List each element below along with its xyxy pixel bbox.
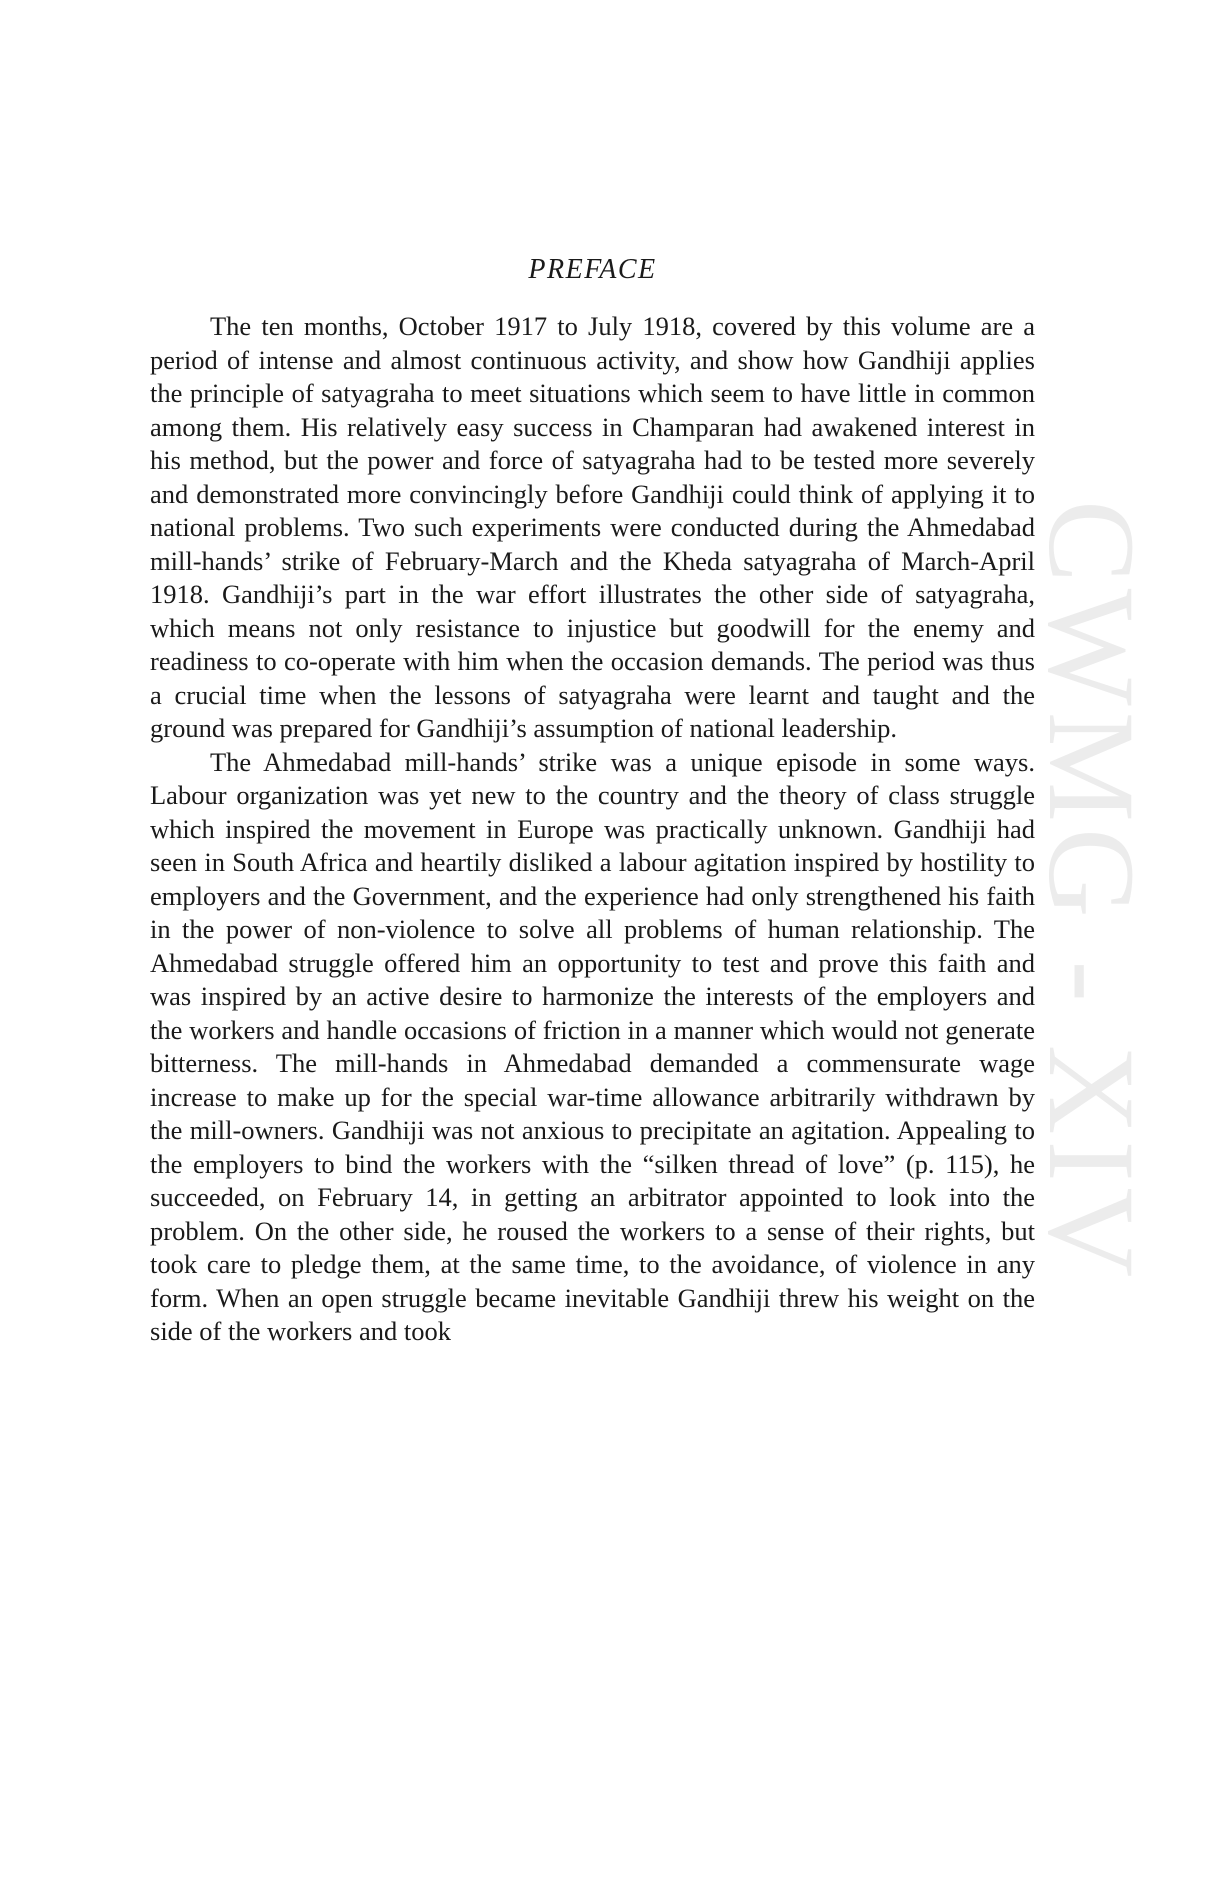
paragraph-1: The ten months, October 1917 to July 1918, covered by this volume are a period of intense and almost continuous activity, and show how Gandhiji applies the principle of satyagraha to meet situations which seem to have little in common among them. His relatively easy success in Champaran had awakened interest in his method, but the power and force of satyagraha had to be tested more severely and demonstrated more convincingly before Gandhiji could think of applying it to national problems. Two such experiments were conducted during the Ahmedabad mill-hands’ strike of February-March and the Kheda satyagraha of March-April 1918. Gandhiji’s part in the war effort illustrates the other side of satyagraha, which means not only resistance to injustice but goodwill for the enemy and readiness to co-operate with him when the occasion demands. The period was thus a crucial time when the lessons of satyagraha were learnt and taught and the ground was prepared for Gandhiji’s assumption of national leadership. [150,311,1035,743]
text-column [150,250,1035,1349]
paragraph-2: The Ahmedabad mill-hands’ strike was a unique episode in some ways. Labour organization was yet new to the country and the theory of class struggle which inspired the movement in Europe was practically unknown. Gandhiji had seen in South Africa and heartily disliked a labour agitation inspired by hostility to employers and the Government, and the experience had only strengthened his faith in the power of non-violence to solve all problems of human relationship. The Ahmedabad struggle offered him an opportunity to test and prove this faith and was inspired by an active desire to harmonize the interests of the employers and the workers and handle occasions of friction in a manner which would not generate bitterness. The mill-hands in Ahmedabad demanded a commensurate wage increase to make up for the special war-time allowance arbitrarily withdrawn by the mill-owners. Gandhiji was not anxious to precipitate an agitation. Appealing to the employers to bind the workers with the “silken thread of love” (p. 115), he succeeded, on February 14, in getting an arbitrator appointed to look into the problem. On the other side, he roused the workers to a sense of their rights, but took care to pledge them, at the same time, to the avoidance, of violence in any form. When an open struggle became inevitable Gandhiji threw his weight on the side of the workers and took [150,746,1035,1346]
page-title: PREFACE [528,254,657,285]
watermark: CWMG - XIV [1023,500,1160,1284]
